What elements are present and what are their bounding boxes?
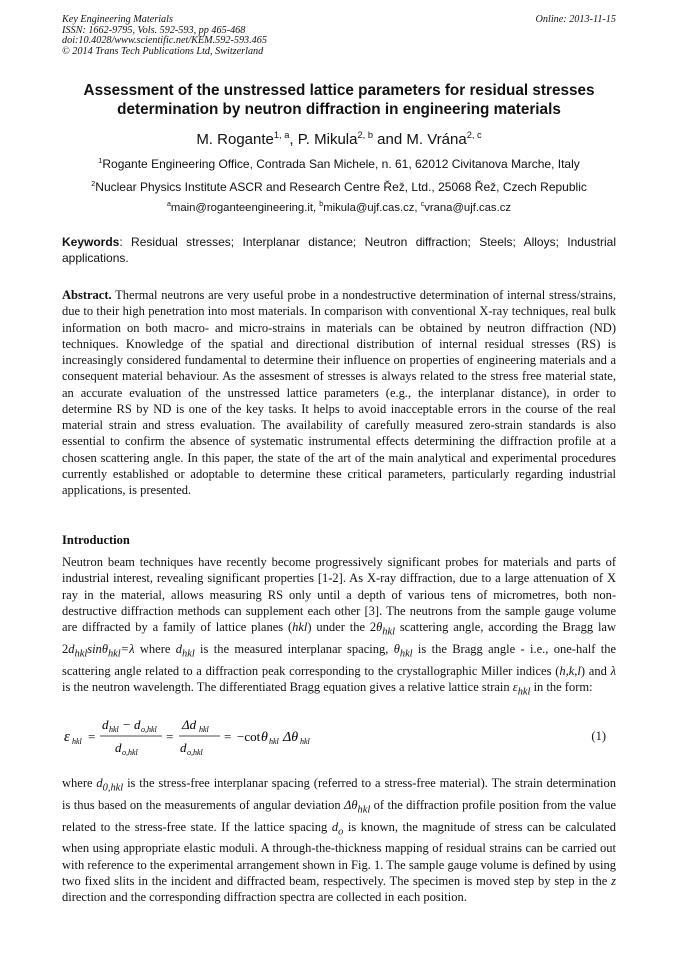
online-date: Online: 2013-11-15 <box>535 14 616 25</box>
text-run: where <box>134 641 176 656</box>
math-symbol: λ <box>610 663 616 678</box>
doi-line: doi:10.4028/www.scientific.net/KEM.592-593.465 <box>62 35 267 47</box>
text-run: where <box>62 776 97 790</box>
author-name: M. Vrána <box>406 131 467 148</box>
abstract-label: Abstract. <box>62 288 112 302</box>
equation-graphic <box>62 712 462 760</box>
author-name: P. Mikula <box>297 131 358 148</box>
math-symbol: =λ <box>120 641 135 656</box>
eq-subscript: hkl <box>109 725 119 734</box>
abstract-text: Thermal neutrons are very useful probe in a nondestructive determination of internal stress/strains, due to their high penetration into most materials. In comparison with conventional X-ray techniques, real bulk information on both macro- and micro-strains in materials can be obtained by neutron diffraction (ND) techniques. Knowledge of the spatial and directional distribution of internal residual stresses (RS) is increasingly considered fundamental to determine their influence on properties of engineering materials and a consequent material behaviour. As the assesment of stresses is always related to the stress free material state, an accurate evaluation of the unstressed lattice parameters (e.g., the interplanar distance), in order to determine RS by ND is one of the key tasks. It helps to avoid inacceptable errors in the course of the real material strain and stress evaluation. The availability of carefully measured zero-strain standards is also essential to confirm the absence of systematic instrumental effects determining the diffraction profile at a chosen scattering angle. In this paper, the state of the art of the main analytical and experimental procedures currently established or adoptable to determine these critical parameters, particularly regarding industrial applications, is presented. <box>62 288 616 497</box>
title-line-1: Assessment of the unstressed lattice parameters for residual stresses <box>83 82 595 99</box>
math-subscript: 0,hkl <box>102 782 124 794</box>
author-affiliation-mark: 1, a <box>273 130 290 140</box>
math-subscript: o <box>338 826 344 837</box>
author-emails <box>62 201 616 215</box>
eq-delta-d: Δd <box>182 717 197 732</box>
abstract <box>62 287 616 498</box>
author-list <box>62 131 616 149</box>
eq-theta: θ <box>261 730 268 745</box>
text-run: is known, the magnitude of stress can be calculated when using appropriate elastic moduli. A through-the-thickness mapping of residual strains can be carried out with reference to the experimental arrangement shown in Fig. 1. The sample gauge volume is defined by using two fixed slits in the incident and diffracted beam, respectively. The specimen is moved step by step in the <box>62 819 616 888</box>
eq-subscript: o,hkl <box>141 725 157 734</box>
email-mark: c <box>420 201 425 209</box>
math-symbol: d <box>96 776 103 790</box>
math-subscript: hkl <box>517 686 531 698</box>
eq-equals: = <box>166 729 174 744</box>
math-symbol: θ <box>393 641 400 656</box>
introduction-paragraph <box>62 554 616 701</box>
equation-1 <box>62 712 616 760</box>
keywords-label: Keywords <box>62 235 120 249</box>
post-equation-paragraph <box>62 775 616 905</box>
eq-subscript: hkl <box>72 737 82 746</box>
eq-subscript: o,hkl <box>122 748 138 757</box>
text-run: in the form: <box>530 679 593 694</box>
math-symbol: d <box>331 819 339 834</box>
eq-minus: − <box>123 717 131 732</box>
math-symbol: sin <box>87 641 102 656</box>
author-affiliation-mark: 2, b <box>357 130 373 140</box>
text-run: of the diffraction profile position from the value related to the stress-free state. If the lattice spacing <box>62 797 617 834</box>
eq-d0-hkl: d <box>115 740 122 755</box>
keywords-text: : Residual stresses; Interplanar distance; Neutron diffraction; Steels; Alloys; Industrial applications. <box>62 235 616 265</box>
eq-d0-hkl: d <box>134 717 141 732</box>
affiliation-text: Rogante Engineering Office, Contrada San Michele, n. 61, 62012 Civitanova Marche, Italy <box>102 157 580 171</box>
email-address: vrana@ujf.cas.cz <box>424 202 511 214</box>
math-symbol: Δθ <box>344 797 358 812</box>
math-symbol: θ <box>376 620 383 634</box>
email-address: main@roganteengineering.it, <box>170 202 320 214</box>
math-subscript: hkl <box>107 648 121 660</box>
text-run: is the measured interplanar spacing, <box>194 641 394 656</box>
author-separator: and <box>373 131 407 148</box>
math-subscript: hkl <box>382 626 395 638</box>
affiliation-mark: 2 <box>91 179 96 188</box>
issn-line: ISSN: 1662-9795, Vols. 592-593, pp 465-468 <box>62 24 246 36</box>
text-run: is the stress-free interplanar spacing (referred to a stress-free material). The strain determination is thus based on the measurements of angular deviation <box>62 776 616 812</box>
author-affiliation-mark: 2, c <box>466 130 482 140</box>
title-line-2: determination by neutron diffraction in engineering materials <box>117 101 561 118</box>
email-mark: b <box>319 201 324 209</box>
text-run: Neutron beam techniques have recently become progressively significant probes for materials and parts of industrial interest, revealing significant properties [1-2]. As X-ray diffraction, due to a large attenuation of X ray in the material, allows measuring RS only until a depth of various tens of micrometres, both non-destructive diffraction methods can supplement each other [3]. The neutrons from the sample gauge volume are diffracted by a family of lattice planes ( <box>62 555 616 634</box>
affiliation-1 <box>62 157 616 171</box>
text-run: scattering angle, according the Bragg law 2 <box>62 620 616 656</box>
math-symbol: d <box>68 641 75 656</box>
journal-name: Key Engineering Materials <box>62 14 173 25</box>
email-address: mikula@ujf.cas.cz, <box>323 202 421 214</box>
author-name: M. Rogante <box>196 131 274 148</box>
math-symbol: θ <box>101 641 108 656</box>
eq-epsilon: ε <box>64 729 70 745</box>
math-subscript: hkl <box>74 648 88 660</box>
eq-equals: = <box>224 729 232 744</box>
eq-delta-theta: Δθ <box>283 730 299 745</box>
math-symbol: z <box>611 873 616 888</box>
math-subscript: hkl <box>182 648 195 660</box>
math-subscript: hkl <box>399 648 413 660</box>
text-run: ) and <box>580 663 611 678</box>
affiliation-mark: 1 <box>98 156 103 165</box>
math-symbol: ε <box>512 679 518 694</box>
affiliation-2 <box>62 180 616 194</box>
email-mark: a <box>167 201 171 209</box>
author-separator: , <box>289 131 298 148</box>
text-run: is the Bragg angle - i.e., one-half the scattering angle related to a diffraction peak corresponding to the crystallographic Miller indices ( <box>62 641 616 678</box>
eq-subscript: hkl <box>300 737 310 746</box>
affiliation-text: Nuclear Physics Institute ASCR and Research Centre Řež, Ltd., 25068 Řež, Czech Republic <box>95 180 587 194</box>
eq-subscript: o,hkl <box>187 748 203 757</box>
text-run: is the neutron wavelength. The differentiated Bragg equation gives a relative lattice strain <box>62 679 513 694</box>
text-run: ) under the 2 <box>307 620 377 634</box>
text-run: direction and the corresponding diffraction spectra are collected in each position. <box>62 890 467 904</box>
eq-cot: −cot <box>237 729 261 744</box>
copyright-line: © 2014 Trans Tech Publications Ltd, Switzerland <box>62 45 264 57</box>
math-symbol: d <box>175 641 182 656</box>
eq-equals: = <box>88 729 96 744</box>
section-heading-introduction: Introduction <box>62 533 130 547</box>
eq-d0-hkl: d <box>180 740 187 755</box>
eq-subscript: hkl <box>269 737 279 746</box>
journal-header <box>62 15 616 57</box>
eq-d-hkl: d <box>102 717 109 732</box>
math-symbol: h,k,l <box>559 663 581 678</box>
keywords <box>62 234 616 266</box>
equation-number: (1) <box>591 729 606 743</box>
math-subscript: hkl <box>357 804 371 816</box>
math-symbol: hkl <box>292 620 308 634</box>
eq-subscript: hkl <box>199 725 209 734</box>
paper-title <box>62 81 616 119</box>
